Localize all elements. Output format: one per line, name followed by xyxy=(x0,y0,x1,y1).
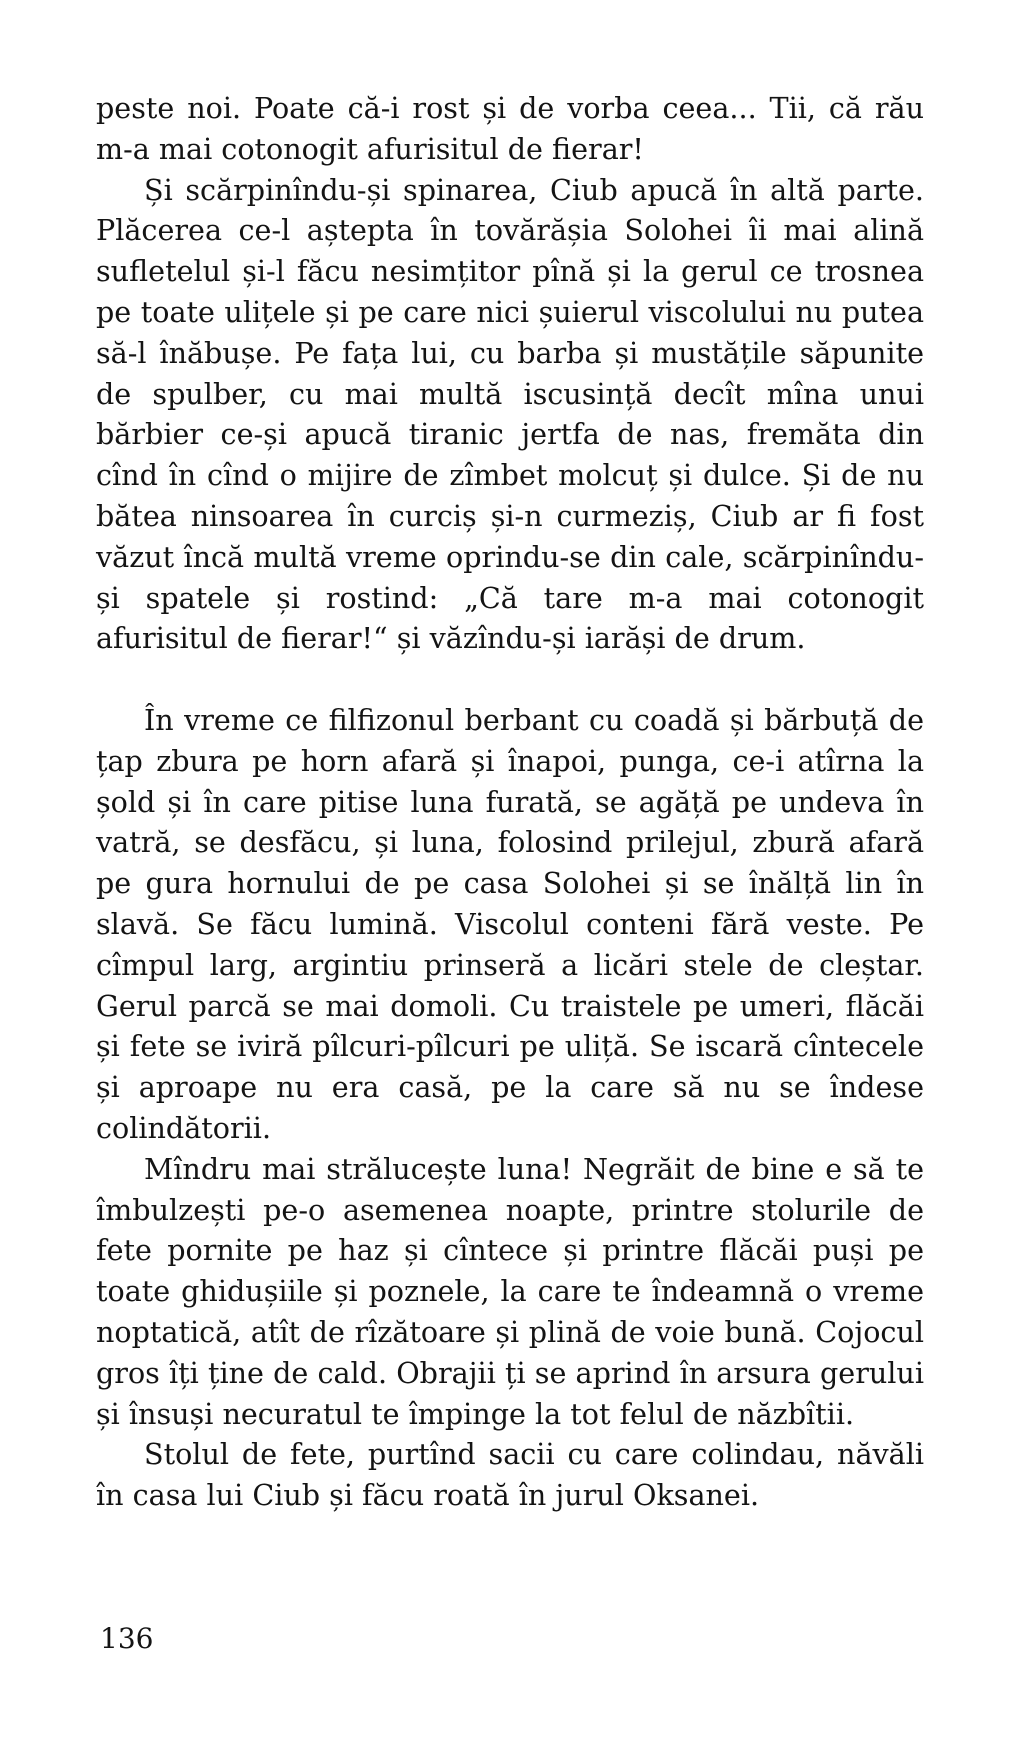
paragraph-continuation: peste noi. Poate că-i rost și de vorba ceea... Tii, că rău m-a mai cotonogit afurisitul de fierar! xyxy=(96,91,924,166)
paragraph-moon-escapes: În vreme ce filfizonul berbant cu coadă și bărbuță de țap zbura pe horn afară și înapoi, punga, ce-i atîrna la șold și în care pitise luna furată, se agăță pe undeva în vatră, se desfăcu, și luna, folosind prilejul, zbură afară pe gura hornului de pe casa Solohei și se înălță lin în slavă. Se făcu lumină. Viscolul conteni fără veste. Pe cîmpul larg, argintiu prinseră a licări stele de cleștar. Gerul parcă se mai domoli. Cu traistele pe umeri, flăcăi și fete se iviră pîlcuri-pîlcuri pe uliță. Se iscară cîntecele și aproape nu era casă, pe la care să nu se îndese colindătorii. xyxy=(96,702,924,1145)
section-break xyxy=(96,659,924,700)
book-page-body xyxy=(96,88,924,1516)
paragraph-moon-shines: Mîndru mai strălucește luna! Negrăit de bine e să te îmbulzești pe-o asemenea noapte, printre stolurile de fete pornite pe haz și cîntece și printre flăcăi puși pe toate ghidușiile și poznele, la care te îndeamnă o vreme noptatică, atît de rîzătoare și plină de voie bună. Cojocul gros îți ține de cald. Obrajii ți se aprind în arsura gerului și însuși necuratul te împinge la tot felul de năzbîtii. xyxy=(96,1151,924,1431)
page-number: 136 xyxy=(100,1622,154,1655)
paragraph-girls-enter: Stolul de fete, purtînd sacii cu care colindau, năvăli în casa lui Ciub și făcu roată în jurul Oksanei. xyxy=(96,1437,924,1513)
paragraph-ciub-scratching: Și scărpinîndu-și spinarea, Ciub apucă în altă parte. Plăcerea ce-l aștepta în tovărășia Solohei îi mai alină sufletelul și-l făcu nesimțitor pînă și la gerul ce trosnea pe toate ulițele și pe care nici șuierul viscolului nu putea să-l înăbușe. Pe fața lui, cu barba și mustățile săpunite de spulber, cu mai multă iscusință decît mîna unui bărbier ce-și apucă tiranic jertfa de nas, fremăta din cînd în cînd o mijire de zîmbet molcuț și dulce. Și de nu bătea ninsoarea în curciș și-n curmeziș, Ciub ar fi fost văzut încă multă vreme oprindu-se din cale, scărpinîndu-și spatele și rostind: „Că tare m-a mai cotonogit afurisitul de fierar!“ și văzîndu-și iarăși de drum. xyxy=(96,172,924,656)
